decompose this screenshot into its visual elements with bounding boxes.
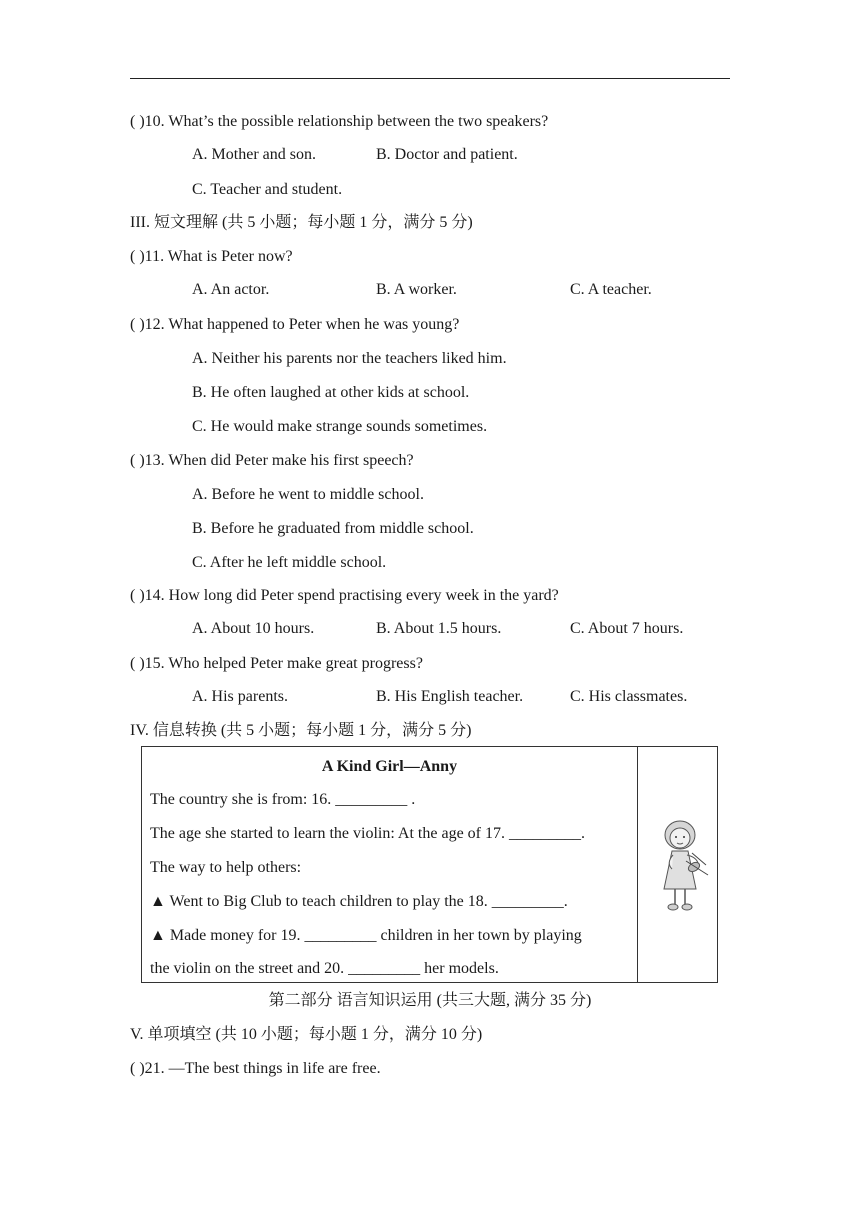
answer-paren[interactable]: ( ) (130, 1060, 145, 1077)
question-14 (130, 586, 559, 606)
option-a: A. Neither his parents nor the teachers liked him. (192, 350, 507, 367)
option-c: C. After he left middle school. (192, 554, 387, 571)
question-15 (130, 654, 423, 674)
section-3-heading: III. 短文理解 (共 5 小题；每小题 1 分，满分 5 分) (130, 214, 473, 231)
answer-paren[interactable]: ( ) (130, 316, 145, 333)
answer-paren[interactable]: ( ) (130, 113, 145, 130)
answer-paren[interactable]: ( ) (130, 587, 145, 604)
table-row: The way to help others: (150, 859, 302, 876)
girl-violin-illustration (652, 817, 712, 917)
question-11 (130, 247, 293, 267)
table-divider (637, 747, 638, 982)
option-a: A. About 10 hours. (192, 620, 315, 637)
info-table (141, 746, 718, 983)
option-b: B. He often laughed at other kids at school. (192, 384, 470, 401)
table-row[interactable]: ▲ Went to Big Club to teach children to play the 18. _________. (150, 893, 568, 910)
answer-paren[interactable]: ( ) (130, 655, 145, 672)
header-rule (130, 78, 730, 79)
question-text: 21. —The best things in life are free. (144, 1060, 381, 1077)
section-4-heading: IV. 信息转换 (共 5 小题；每小题 1 分，满分 5 分) (130, 722, 472, 739)
option-a: A. His parents. (192, 688, 288, 705)
section-5-heading: V. 单项填空 (共 10 小题；每小题 1 分，满分 10 分) (130, 1026, 483, 1043)
question-text: 12. What happened to Peter when he was young? (144, 316, 460, 333)
question-10 (130, 112, 548, 132)
question-text: 13. When did Peter make his first speech? (144, 452, 414, 469)
option-c: C. His classmates. (570, 688, 688, 705)
option-c: C. He would make strange sounds sometimes. (192, 418, 488, 435)
answer-paren[interactable]: ( ) (130, 452, 145, 469)
question-21 (130, 1059, 381, 1079)
question-text: 10. What’s the possible relationship between the two speakers? (144, 113, 549, 130)
table-row[interactable]: The country she is from: 16. _________ . (150, 791, 416, 808)
options-15 (192, 688, 752, 708)
option-b: B. Before he graduated from middle school. (192, 520, 474, 537)
question-text: 14. How long did Peter spend practising every week in the yard? (144, 587, 559, 604)
option-c: C. Teacher and student. (192, 181, 343, 198)
options-14 (192, 620, 752, 640)
option-b: B. About 1.5 hours. (376, 620, 502, 637)
table-row[interactable]: ▲ Made money for 19. _________ children in her town by playing (150, 927, 582, 944)
question-text: 11. What is Peter now? (144, 248, 293, 265)
option-a: A. An actor. (192, 281, 270, 298)
option-c: C. A teacher. (570, 281, 652, 298)
options-10 (192, 146, 752, 166)
option-b: B. Doctor and patient. (376, 146, 518, 163)
table-row[interactable]: the violin on the street and 20. _________ her models. (150, 960, 499, 977)
table-row[interactable]: The age she started to learn the violin: At the age of 17. _________. (150, 825, 585, 842)
question-text: 15. Who helped Peter make great progress? (144, 655, 423, 672)
option-a: A. Before he went to middle school. (192, 486, 424, 503)
option-b: B. A worker. (376, 281, 457, 298)
answer-paren[interactable]: ( ) (130, 248, 145, 265)
option-b: B. His English teacher. (376, 688, 524, 705)
option-c: C. About 7 hours. (570, 620, 684, 637)
question-13 (130, 451, 414, 471)
question-12 (130, 315, 459, 335)
table-title: A Kind Girl—Anny (321, 758, 458, 775)
part-2-heading: 第二部分 语言知识运用 (共三大题, 满分 35 分) (268, 992, 592, 1009)
option-a: A. Mother and son. (192, 146, 316, 163)
options-11 (192, 281, 752, 301)
